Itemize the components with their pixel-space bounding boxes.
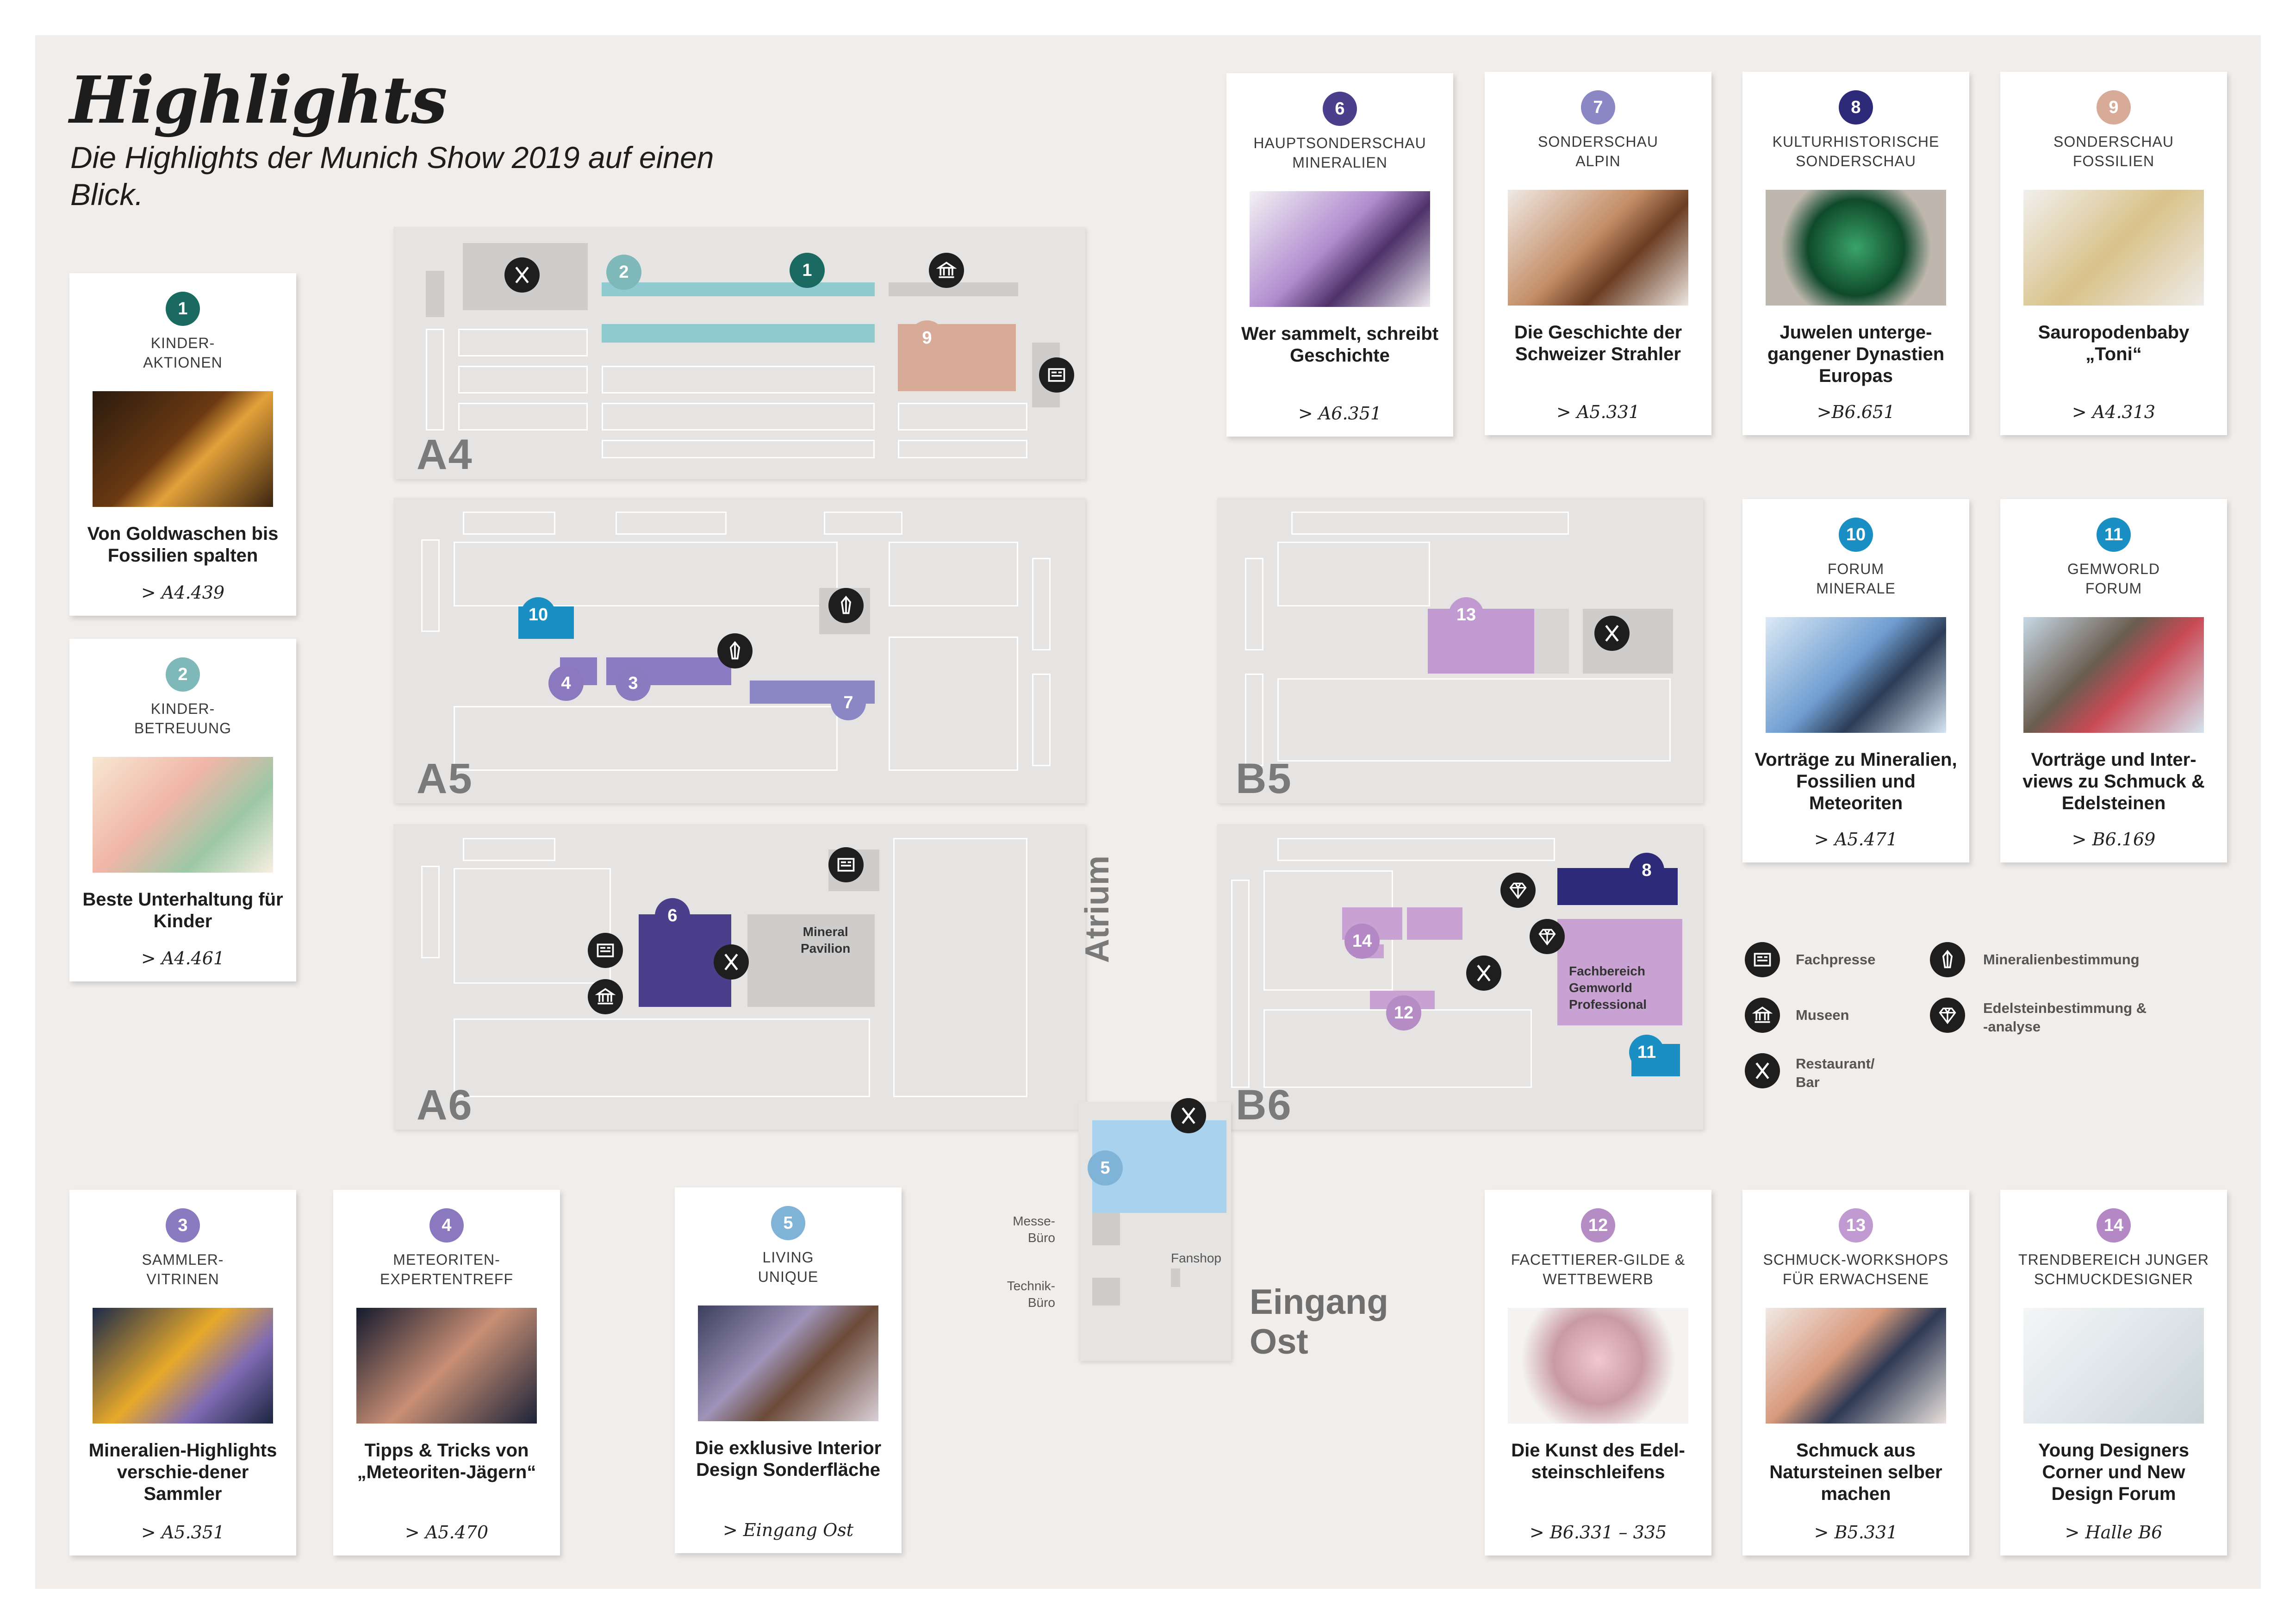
card-category: SONDERSCHAU FOSSILIEN — [2053, 133, 2174, 169]
hall-a4 — [393, 227, 1085, 479]
fachbereich-label: Fachbereich Gemworld Professional — [1569, 964, 1647, 1012]
atrium-label: Atrium — [1079, 856, 1116, 963]
highlight-card-1[interactable] — [69, 273, 296, 616]
card-category: METEORITEN- EXPERTENTREFF — [380, 1251, 513, 1287]
card-category: SONDERSCHAU ALPIN — [1538, 133, 1658, 169]
card-location: > A5.331 — [1556, 402, 1640, 422]
card-photo-interior-design — [698, 1305, 878, 1421]
entrance-east-label: Eingang Ost — [1250, 1282, 1388, 1362]
card-number: 11 — [2097, 518, 2131, 552]
museum-icon[interactable] — [929, 253, 964, 288]
highlight-card-6[interactable] — [1226, 73, 1453, 437]
card-headline: Die exklusive Interior Design Sonderfläche — [695, 1438, 882, 1480]
press-icon[interactable] — [1039, 357, 1074, 393]
fanshop-label: Fanshop — [1171, 1251, 1221, 1265]
map-marker-8[interactable]: 8 — [1629, 853, 1664, 888]
messe-buero-label: Messe- Büro — [1013, 1214, 1055, 1245]
card-photo-lecture — [1766, 617, 1946, 733]
card-category: TRENDBEREICH JUNGER SCHMUCKDESIGNER — [2018, 1251, 2209, 1287]
card-category: HAUPTSONDERSCHAU MINERALIEN — [1253, 135, 1426, 171]
highlight-card-11[interactable] — [2000, 499, 2227, 862]
mineral-pavilion-label: Mineral Pavilion — [801, 924, 851, 956]
card-location: > A4.439 — [141, 582, 225, 603]
crystal-icon[interactable] — [717, 633, 753, 668]
card-headline: Von Goldwaschen bis Fossilien spalten — [87, 524, 279, 566]
map-marker-9[interactable]: 9 — [909, 320, 945, 356]
crystal-icon[interactable] — [828, 588, 864, 623]
restaurant-icon[interactable] — [1466, 956, 1501, 991]
card-location: > A4.461 — [141, 948, 225, 968]
map-marker-7[interactable]: 7 — [831, 685, 866, 720]
legend-press-icon — [1745, 942, 1780, 977]
card-photo-panel-people — [2023, 617, 2204, 733]
press-icon[interactable] — [828, 847, 864, 882]
diamond-icon[interactable] — [1500, 873, 1536, 908]
legend-label: Mineralienbestimmung — [1983, 951, 2140, 968]
legend-label: Museen — [1796, 1007, 1849, 1023]
highlight-card-14[interactable] — [2000, 1190, 2227, 1555]
card-number: 14 — [2097, 1208, 2131, 1243]
card-category: FACETTIERER-GILDE & WETTBEWERB — [1511, 1251, 1686, 1287]
legend-museum-icon — [1745, 998, 1780, 1033]
hall-label-a5: A5 — [417, 755, 473, 802]
card-number: 6 — [1323, 92, 1357, 126]
card-location: > A5.471 — [1814, 829, 1898, 849]
card-photo-amethyst — [1250, 191, 1430, 307]
card-number: 3 — [166, 1208, 200, 1243]
card-category: SCHMUCK-WORKSHOPS FÜR ERWACHSENE — [1763, 1251, 1949, 1287]
highlight-card-10[interactable] — [1742, 499, 1969, 862]
card-headline: Vorträge und Inter-views zu Schmuck & Edelsteinen — [2022, 750, 2205, 813]
card-location: > B6.169 — [2072, 829, 2156, 849]
card-location: > A4.313 — [2072, 402, 2156, 422]
card-headline: Mineralien-Highlights verschie-dener Sammler — [88, 1440, 277, 1504]
restaurant-icon[interactable] — [1594, 616, 1630, 651]
card-photo-gold-panning — [93, 391, 273, 507]
card-location: > A5.351 — [141, 1522, 225, 1543]
hall-label-a4: A4 — [417, 431, 473, 478]
card-headline: Die Kunst des Edel-steinschleifens — [1511, 1440, 1685, 1482]
card-number: 10 — [1839, 518, 1873, 552]
card-headline: Young Designers Corner und New Design Forum — [2038, 1440, 2189, 1504]
highlight-card-9[interactable] — [2000, 72, 2227, 435]
card-headline: Tipps & Tricks von „Meteoriten-Jägern“ — [357, 1440, 536, 1482]
map-marker-14[interactable]: 14 — [1344, 924, 1380, 959]
highlight-card-2[interactable] — [69, 639, 296, 981]
card-headline: Beste Unterhaltung für Kinder — [82, 889, 283, 931]
map-marker-10[interactable]: 10 — [521, 597, 556, 632]
restaurant-icon[interactable] — [714, 944, 749, 980]
highlight-card-12[interactable] — [1485, 1190, 1711, 1555]
card-location: > B5.331 — [1814, 1522, 1898, 1543]
card-photo-mineral-vitrine — [93, 1308, 273, 1424]
card-category: KINDER- AKTIONEN — [143, 335, 223, 371]
highlight-card-8[interactable] — [1742, 72, 1969, 435]
hall-label-b6: B6 — [1236, 1081, 1292, 1129]
legend-label: Fachpresse — [1796, 951, 1876, 968]
legend-label: Edelsteinbestimmung & -analyse — [1983, 1000, 2147, 1035]
card-number: 5 — [771, 1206, 805, 1240]
card-headline: Wer sammelt, schreibt Geschichte — [1241, 324, 1439, 366]
legend-restaurant-icon — [1745, 1053, 1780, 1088]
page-title: Highlights — [69, 62, 447, 138]
card-category: SAMMLER- VITRINEN — [142, 1251, 224, 1287]
technik-buero-label: Technik- Büro — [1007, 1279, 1055, 1310]
card-category: KINDER- BETREUUNG — [134, 700, 231, 737]
highlight-card-13[interactable] — [1742, 1190, 1969, 1555]
card-location: > Halle B6 — [2065, 1522, 2163, 1543]
card-photo-meteorite-expert — [356, 1308, 537, 1424]
map-marker-2[interactable]: 2 — [606, 255, 641, 290]
legend-crystal-icon — [1930, 942, 1965, 977]
card-headline: Vorträge zu Mineralien, Fossilien und Meteoriten — [1755, 750, 1957, 813]
card-number: 7 — [1581, 90, 1615, 125]
card-headline: Schmuck aus Natursteinen selber machen — [1769, 1440, 1942, 1504]
card-photo-jewelled-egg — [1766, 190, 1946, 306]
map-marker-5[interactable]: 5 — [1088, 1150, 1123, 1186]
hall-label-a6: A6 — [417, 1081, 473, 1129]
card-headline: Juwelen unterge-gangener Dynastien Europas — [1767, 322, 1945, 386]
card-number: 13 — [1839, 1208, 1873, 1243]
hall-b5 — [1217, 498, 1703, 803]
hall-label-b5: B5 — [1236, 755, 1292, 802]
card-location: > A5.470 — [404, 1522, 489, 1543]
card-photo-smoky-quartz — [1508, 190, 1688, 306]
card-photo-cut-gemstone — [1508, 1308, 1688, 1424]
card-number: 1 — [166, 292, 200, 326]
card-location: >B6.651 — [1817, 402, 1895, 422]
press-icon[interactable] — [588, 933, 623, 968]
highlight-card-7[interactable] — [1485, 72, 1711, 435]
card-number: 8 — [1839, 90, 1873, 125]
map-marker-3[interactable]: 3 — [616, 666, 651, 701]
highlight-card-5[interactable] — [675, 1187, 902, 1553]
card-photo-sauropod-skeleton — [2023, 190, 2204, 306]
map-marker-12[interactable]: 12 — [1386, 995, 1421, 1031]
diamond-icon[interactable] — [1530, 919, 1565, 954]
museum-icon[interactable] — [588, 979, 623, 1014]
card-category: LIVING UNIQUE — [758, 1249, 819, 1285]
card-number: 9 — [2097, 90, 2131, 125]
map-marker-4[interactable]: 4 — [548, 666, 584, 701]
card-location: > B6.331 – 335 — [1529, 1522, 1667, 1543]
map-marker-6[interactable]: 6 — [655, 898, 690, 933]
highlight-card-4[interactable] — [333, 1190, 560, 1555]
card-photo-jewelry-workshop — [1766, 1308, 1946, 1424]
map-marker-13[interactable]: 13 — [1449, 597, 1484, 632]
card-photo-designer-space — [2023, 1308, 2204, 1424]
map-marker-11[interactable]: 11 — [1629, 1035, 1664, 1070]
card-number: 12 — [1581, 1208, 1615, 1243]
entrance-east-building — [1078, 1102, 1231, 1361]
restaurant-icon[interactable] — [504, 257, 540, 293]
card-headline: Die Geschichte der Schweizer Strahler — [1514, 322, 1682, 364]
card-number: 2 — [166, 657, 200, 692]
card-category: GEMWORLD FORUM — [2067, 561, 2160, 597]
highlight-card-3[interactable] — [69, 1190, 296, 1555]
card-photo-kids-illustration — [93, 757, 273, 873]
legend-label: Restaurant/ Bar — [1796, 1056, 1875, 1090]
page-subtitle: Die Highlights der Munich Show 2019 auf einen Blick. — [70, 140, 714, 212]
map-marker-1[interactable]: 1 — [790, 253, 825, 288]
card-headline: Sauropodenbaby „Toni“ — [2038, 322, 2190, 364]
card-category: FORUM MINERALE — [1816, 561, 1896, 597]
legend-diamond-icon — [1930, 998, 1965, 1033]
card-location: > A6.351 — [1298, 403, 1382, 424]
card-number: 4 — [429, 1208, 464, 1243]
card-location: > Eingang Ost — [722, 1520, 854, 1540]
restaurant-icon[interactable] — [1171, 1098, 1206, 1133]
card-category: KULTURHISTORISCHE SONDERSCHAU — [1772, 133, 1940, 169]
